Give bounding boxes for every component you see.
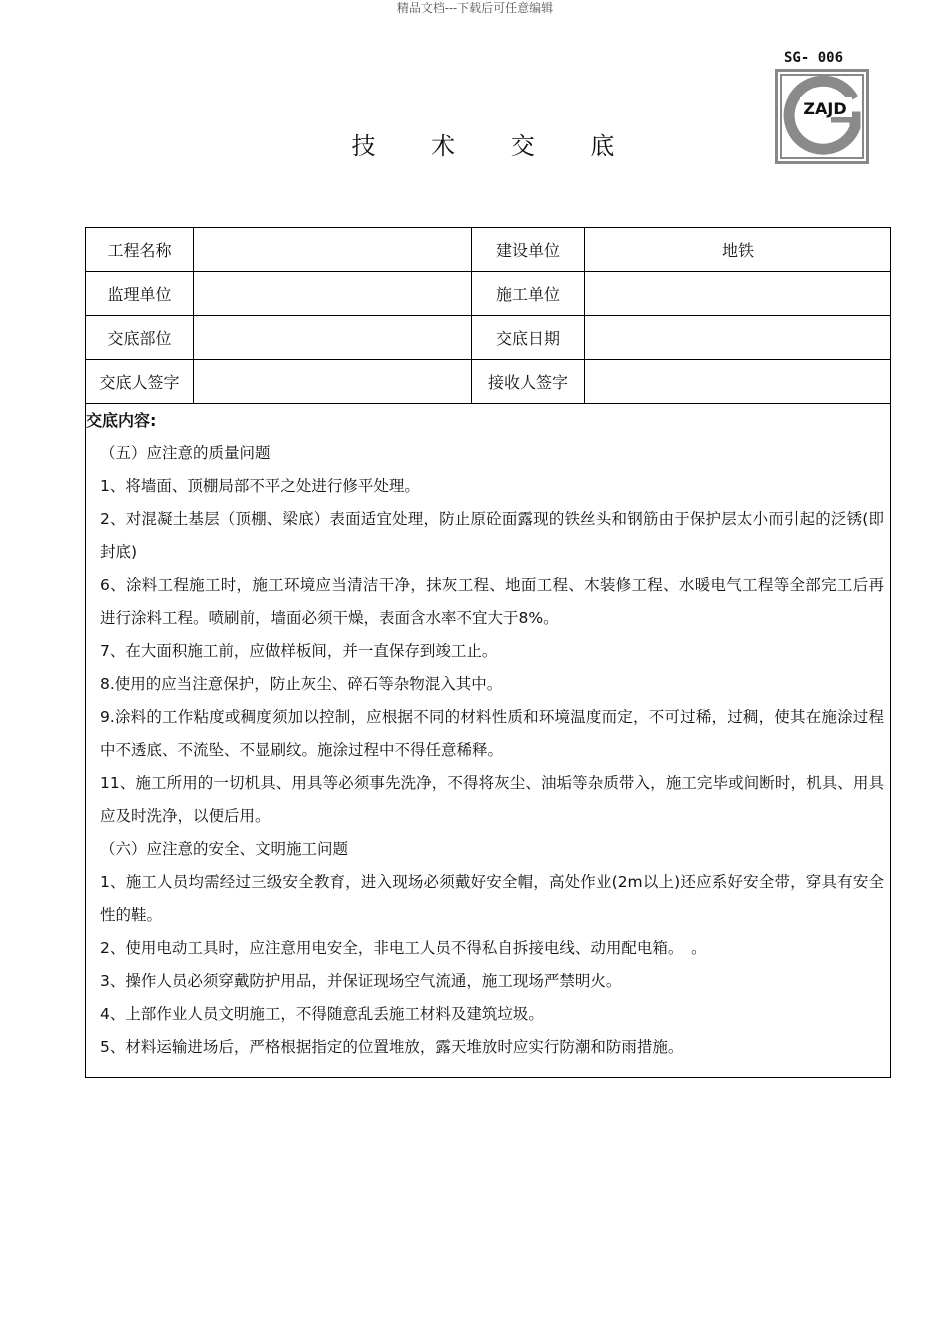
project-name-value[interactable] <box>194 228 472 272</box>
builder-value[interactable]: 地铁 <box>585 228 892 272</box>
project-info-table <box>85 227 891 404</box>
giver-signature-label: 交底人签字 <box>86 360 194 404</box>
content-paragraph: 8.使用的应当注意保护，防止灰尘、碎石等杂物混入其中。 <box>100 675 503 693</box>
logo-text: ZAJD <box>803 99 847 118</box>
date-value[interactable] <box>585 316 892 360</box>
disclosure-content <box>86 409 891 1064</box>
content-paragraph: （六）应注意的安全、文明施工问题 <box>100 840 349 858</box>
form-code: SG- 006 <box>784 50 844 66</box>
contractor-value[interactable] <box>585 272 892 316</box>
content-paragraph: 11、施工所用的一切机具、用具等必须事先洗净，不得将灰尘、油垢等杂质带入，施工完毕或间断时，机具、用具应及时洗净，以便后用。 <box>100 774 884 825</box>
table-row <box>86 316 892 360</box>
watermark-text: 精品文档---下载后可任意编辑 <box>396 1 554 15</box>
table-row <box>86 228 892 272</box>
content-paragraph: 7、在大面积施工前，应做样板间，并一直保存到竣工止。 <box>100 642 498 660</box>
part-value[interactable] <box>194 316 472 360</box>
contractor-label: 施工单位 <box>472 272 585 316</box>
content-paragraph: 1、将墙面、顶棚局部不平之处进行修平处理。 <box>100 477 420 495</box>
content-paragraph: 4、上部作业人员文明施工，不得随意乱丢施工材料及建筑垃圾。 <box>100 1005 544 1023</box>
table-row <box>86 272 892 316</box>
receiver-signature-value[interactable] <box>585 360 892 404</box>
content-paragraph: 2、对混凝土基层（顶棚、梁底）表面适宜处理，防止原砼面露现的铁丝头和钢筋由于保护层太小而引起的泛锈(即封底) <box>100 510 884 561</box>
content-paragraph: （五）应注意的质量问题 <box>100 444 271 462</box>
content-paragraph: 9.涂料的工作粘度或稠度须加以控制，应根据不同的材料性质和环境温度而定，不可过稀，过稠，使其在施涂过程中不透底、不流坠、不显刷纹。施涂过程中不得任意稀释。 <box>100 708 884 759</box>
content-paragraph: 2、使用电动工具时，应注意用电安全，非电工人员不得私自拆接电线、动用配电箱。 。 <box>100 939 707 957</box>
table-row <box>86 360 892 404</box>
receiver-signature-label: 接收人签字 <box>472 360 585 404</box>
page-title: 技 术 交 底 <box>351 132 639 160</box>
content-paragraph: 6、涂料工程施工时，施工环境应当清洁干净，抹灰工程、地面工程、木装修工程、水暖电气工程等全部完工后再进行涂料工程。喷刷前，墙面必须干燥，表面含水率不宜大于8%。 <box>100 576 884 627</box>
content-paragraph: 1、施工人员均需经过三级安全教育，进入现场必须戴好安全帽，高处作业(2m以上)还应系好安全带，穿具有安全性的鞋。 <box>100 873 884 924</box>
builder-label: 建设单位 <box>472 228 585 272</box>
part-label: 交底部位 <box>86 316 194 360</box>
date-label: 交底日期 <box>472 316 585 360</box>
content-paragraph: 3、操作人员必须穿戴防护用品，并保证现场空气流通，施工现场严禁明火。 <box>100 972 622 990</box>
project-name-label: 工程名称 <box>86 228 194 272</box>
disclosure-sheet <box>85 227 891 1078</box>
supervisor-label: 监理单位 <box>86 272 194 316</box>
content-heading: 交底内容: <box>86 411 157 430</box>
content-paragraph: 5、材料运输进场后，严格根据指定的位置堆放，露天堆放时应实行防潮和防雨措施。 <box>100 1038 684 1056</box>
giver-signature-value[interactable] <box>194 360 472 404</box>
supervisor-value[interactable] <box>194 272 472 316</box>
